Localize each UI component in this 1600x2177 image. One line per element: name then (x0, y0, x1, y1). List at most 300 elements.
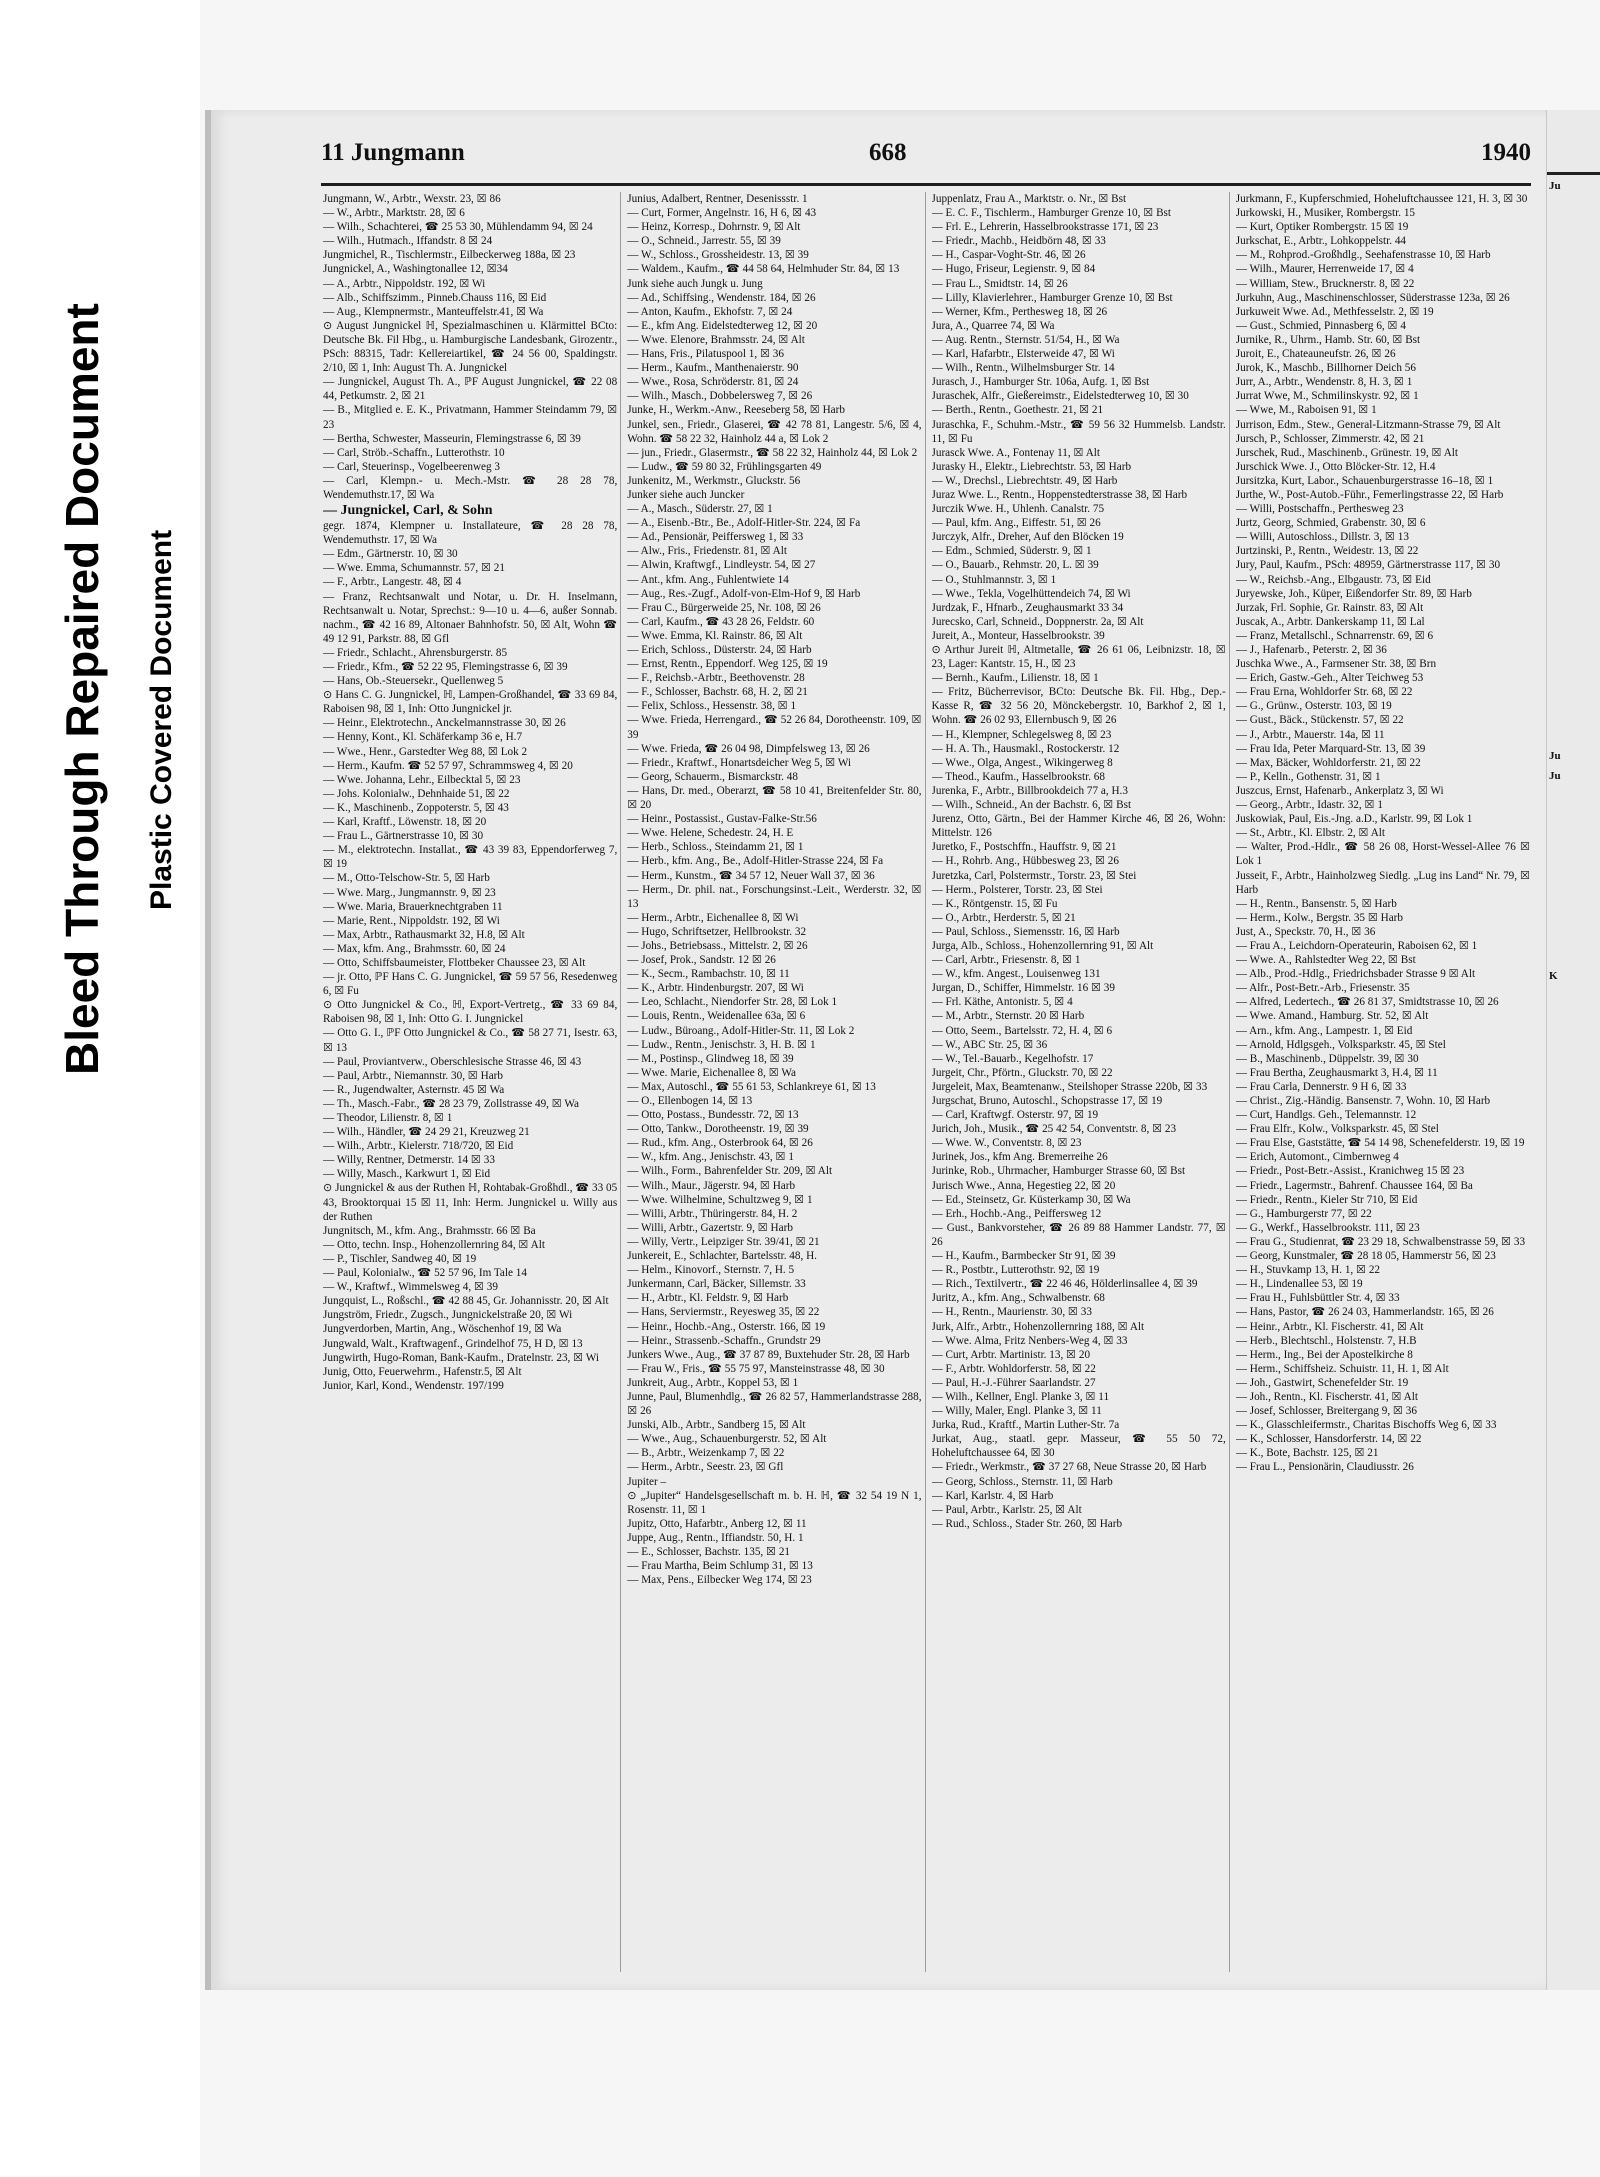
directory-entry: Juppe, Aug., Rentn., Iffiandstr. 50, H. 1 (627, 1531, 804, 1544)
directory-entry: — H., Kaufm., Barmbecker Str 91, ☒ 39 (931, 1250, 1116, 1263)
directory-entry: — H., Rentn., Bansenstr. 5, ☒ Harb (1235, 897, 1397, 910)
directory-entry: Jurk, Alfr., Arbtr., Hohenzollernring 188, ☒ Alt (931, 1320, 1145, 1333)
directory-entry: Jurgan, D., Schiffer, Himmelstr. 16 ☒ 39 (931, 982, 1115, 995)
directory-entry: — Joh., Gastwirt, Schenefelder Str. 19 (1235, 1376, 1409, 1389)
directory-entry: — Frl. Käthe, Antonistr. 5, ☒ 4 (931, 996, 1073, 1009)
bleed-through-label: Bleed Through Repaired Document (56, 303, 108, 1075)
next-page-edge (1546, 110, 1600, 1990)
directory-entry: — Gust., Schmied, Pinnasberg 6, ☒ 4 (1235, 319, 1406, 332)
directory-entry: — G., Hamburgerstr 77, ☒ 22 (1235, 1207, 1372, 1220)
directory-entry: — Heinr., Hochb.-Ang., Osterstr. 166, ☒ 19 (627, 1320, 826, 1333)
directory-entry: — A., Eisenb.-Btr., Be., Adolf-Hitler-Str. 224, ☒ Fa (627, 517, 861, 530)
directory-entry: — Georg, Schauerm., Bismarckstr. 48 (627, 770, 798, 783)
directory-entry: — Max, Bäcker, Wohldorferstr. 21, ☒ 22 (1235, 756, 1421, 769)
directory-entry: — Paul, Kolonialw., ☎ 52 57 96, Im Tale 14 (323, 1267, 527, 1280)
directory-entry: — Walter, Prod.-Hdlr., ☎ 58 26 08, Horst-Wessel-Allee 76 ☒ Lok 1 (1235, 841, 1530, 868)
directory-entry: Jurthe, W., Post-Autob.-Führ., Femerlingstrasse 22, ☒ Harb (1235, 488, 1504, 501)
directory-entry: Jurr, A., Arbtr., Wendenstr. 8, H. 3, ☒ 1 (1235, 376, 1413, 389)
directory-entry: — Curt, Former, Angelnstr. 16, H 6, ☒ 43 (627, 207, 817, 220)
directory-entry: — Louis, Rentn., Weidenallee 63a, ☒ 6 (627, 1010, 806, 1023)
directory-entry: — Friedr., Post-Betr.-Assist., Kranichweg 15 ☒ 23 (1235, 1165, 1465, 1178)
directory-entry: Jurkat, Aug., staatl. gepr. Masseur, ☎ 55 50 72, Hoheluftchaussee 64, ☒ 30 (931, 1433, 1226, 1460)
directory-entry: Junski, Alb., Arbtr., Sandberg 15, ☒ Alt (627, 1419, 806, 1432)
directory-entry: — Heinz, Korresp., Dohrnstr. 9, ☒ Alt (627, 221, 801, 234)
directory-entry: Junkel, sen., Friedr., Glaserei, ☎ 42 78 81, Langestr. 5/6, ☒ 4, Wohn. ☎ 58 22 32, Hainholz 44 a, ☒ Lok 2 (627, 418, 922, 445)
directory-entry: — Frau Erna, Wohldorfer Str. 68, ☒ 22 (1235, 686, 1413, 699)
directory-entry: — J., Hafenarb., Peterstr. 2, ☒ 36 (1235, 644, 1387, 656)
directory-entry: — Heinr., Arbtr., Kl. Fischerstr. 41, ☒ Alt (1235, 1320, 1424, 1333)
directory-entry: — Karl, Karlstr. 4, ☒ Harb (931, 1489, 1054, 1502)
directory-entry: — H. A. Th., Hausmakl., Rostockerstr. 12 (931, 742, 1120, 755)
directory-entry: Junk siehe auch Jungk u. Jung (627, 277, 763, 290)
directory-entry: — Aug., Klempnermstr., Manteuffelstr.41, ☒ Wa (323, 305, 544, 318)
directory-entry: Jurinek, Jos., kfm Ang. Bremerreihe 26 (931, 1151, 1108, 1164)
directory-entry: — Wilh., Form., Bahrenfelder Str. 209, ☒ Alt (627, 1165, 833, 1178)
directory-entry: — F., Arbtr., Langestr. 48, ☒ 4 (323, 576, 462, 589)
directory-entry: Jurok, K., Maschb., Billhorner Deich 56 (1235, 362, 1416, 375)
directory-entry: — Karl, Hafarbtr., Elsterweide 47, ☒ Wi (931, 348, 1115, 361)
directory-entry: — Wwe. Elenore, Brahmsstr. 24, ☒ Alt (627, 333, 805, 346)
directory-entry: — Rud., Schloss., Stader Str. 260, ☒ Harb (931, 1517, 1123, 1530)
directory-entry: — Wilh., Rentn., Wilhelmsburger Str. 14 (931, 362, 1115, 375)
directory-entry: — Ad., Pensionär, Peiffersweg 1, ☒ 33 (627, 531, 804, 544)
directory-entry: Junke, H., Werkm.-Anw., Reeseberg 58, ☒ Harb (627, 404, 845, 417)
directory-entry: — Gust., Bäck., Stückenstr. 57, ☒ 22 (1235, 714, 1404, 727)
directory-entry: — Wwe. W., Conventstr. 8, ☒ 23 (931, 1137, 1082, 1150)
directory-entry: Jurka, Rud., Kraftf., Martin Luther-Str. 7a (931, 1419, 1120, 1432)
directory-entry: — Friedr., Kfm., ☎ 52 22 95, Flemingstrasse 6, ☒ 39 (323, 661, 568, 673)
directory-entry: — O., Ellenbogen 14, ☒ 13 (627, 1095, 753, 1107)
directory-entry: — W., kfm. Angest., Louisenweg 131 (931, 968, 1101, 981)
directory-entry: — M., elektrotechn. Installat., ☎ 43 39 83, Eppendorferweg 7, ☒ 19 (323, 844, 618, 871)
directory-entry: — Herm., Arbtr., Seestr. 23, ☒ Gfl (627, 1461, 784, 1474)
directory-entry: — Friedr., Schlacht., Ahrensburgerstr. 85 (323, 646, 508, 659)
directory-entry: — Paul, H.-J.-Führer Saarlandstr. 27 (931, 1376, 1096, 1389)
directory-entry: — Willy, Vertr., Leipziger Str. 39/41, ☒ 21 (627, 1235, 820, 1248)
directory-entry: Jungwald, Walt., Kraftwagenf., Grindelhof 75, H D, ☒ 13 (323, 1337, 583, 1350)
directory-entry: Jurkowski, H., Musiker, Rombergstr. 15 (1235, 207, 1416, 220)
directory-entry: — K., Schlosser, Hansdorferstr. 14, ☒ 22 (1235, 1433, 1422, 1446)
directory-entry: — Herm., Kunstm., ☎ 34 57 12, Neuer Wall 37, ☒ 36 (627, 869, 875, 882)
directory-entry: — Otto, Postass., Bundesstr. 72, ☒ 13 (627, 1109, 799, 1122)
directory-entry: — Willy, Masch., Karkwurt 1, ☒ Eid (323, 1168, 491, 1181)
directory-entry: gegr. 1874, Klempner u. Installateure, ☎ 28 28 78, Wendemuthstr. 17, ☒ Wa (323, 520, 618, 547)
directory-entry: — M., Rohprod.-Großhdlg., Seehafenstrasse 10, ☒ Harb (1235, 249, 1491, 262)
directory-entry: Jungverdorben, Martin, Ang., Wöschenhof 19, ☒ Wa (323, 1323, 562, 1336)
directory-entry: — Herm., Ing., Bei der Apostelkirche 8 (1235, 1348, 1413, 1361)
directory-entry: Jurasky H., Elektr., Liebrechtstr. 53, ☒ Harb (931, 460, 1132, 473)
directory-entry: — Rich., Textilvertr., ☎ 22 46 46, Hölderlinsallee 4, ☒ 39 (931, 1278, 1198, 1291)
directory-entry: Jupiter – (627, 1475, 667, 1488)
directory-entry: — H., Stuvkamp 13, H. 1, ☒ 22 (1235, 1264, 1381, 1277)
directory-entry: — Franz, Rechtsanwalt und Notar, u. Dr. H. Inselmann, Rechtsanwalt u. Notar, Sprechst.: 9—10 u. 4—6, außer Sonnab. nachm., ☎ 42 16 89, Altonaer Bahnhofstr. 50, ☒ Alt, Wohn ☎ 49 12 91, Parkstr. 88, ☒ Gfl (323, 590, 618, 645)
directory-entry: Juroit, E., Chateauneufstr. 26, ☒ 26 (1235, 348, 1396, 361)
next-page-rule (1547, 172, 1600, 175)
directory-entry: — Aug. Rentn., Sternstr. 51/54, H., ☒ Wa (931, 333, 1120, 346)
directory-entry: Just, A., Speckstr. 70, H., ☒ 36 (1235, 925, 1376, 938)
directory-entry: — Jungnickel, August Th. A., ℙF August Jungnickel, ☎ 22 08 44, Petkumstr. 2, ☒ 21 (323, 376, 618, 403)
directory-entry: — Josef, Schlosser, Breitergang 9, ☒ 36 (1235, 1405, 1417, 1418)
directory-entry: Jurenz, Otto, Gärtn., Bei der Hammer Kirche 46, ☒ 26, Wohn: Mittelstr. 126 (931, 813, 1226, 840)
year: 1940 (1481, 139, 1531, 166)
directory-entry: Juretko, F., Postschffn., Hauffstr. 9, ☒ 21 (931, 841, 1117, 854)
directory-entry: Jungström, Friedr., Zugsch., Jungnickelstraße 20, ☒ Wi (323, 1309, 573, 1322)
directory-entry: — Erich, Schloss., Düsterstr. 24, ☒ Harb (627, 644, 812, 656)
directory-entry: Jurkmann, F., Kupferschmied, Hoheluftchaussee 121, H. 3, ☒ 30 (1235, 193, 1528, 205)
directory-entry: — Bernh., Kaufm., Lilienstr. 18, ☒ 1 (931, 672, 1099, 685)
directory-entry: — Wilh., Schneid., An der Bachstr. 6, ☒ Bst (931, 799, 1132, 812)
directory-entry: — Wilh., Maurer, Herrenweide 17, ☒ 4 (1235, 263, 1414, 276)
directory-entry: — Wwe. Maria, Brauerknechtgraben 11 (323, 900, 503, 913)
directory-entry: Jurkschat, E., Arbtr., Lohkoppelstr. 44 (1235, 235, 1407, 248)
directory-entry: — Max, Arbtr., Rathausmarkt 32, H.8, ☒ Alt (323, 928, 525, 941)
directory-entry: — Hugo, Schriftsetzer, Hellbrookstr. 32 (627, 925, 807, 938)
directory-entry: — Frau L., Gärtnerstrasse 10, ☒ 30 (323, 830, 484, 843)
directory-entry: — Frau C., Bürgerweide 25, Nr. 108, ☒ 26 (627, 601, 821, 614)
directory-page (205, 110, 1546, 1990)
directory-entry: Jurkuhn, Aug., Maschinenschlosser, Süderstrasse 123a, ☒ 26 (1235, 291, 1510, 304)
directory-entry: — Ludw., ☎ 59 80 32, Frühlingsgarten 49 (627, 460, 822, 473)
directory-entry: — Hans, Dr. med., Oberarzt, ☎ 58 10 41, Breitenfelder Str. 80, ☒ 20 (627, 784, 922, 812)
directory-entry: — Hans, Ob.-Steuersekr., Quellenweg 5 (323, 675, 504, 688)
directory-entry: — jun., Friedr., Glasermstr., ☎ 58 22 32, Hainholz 44, ☒ Lok 2 (627, 446, 918, 459)
directory-entry: — Joh., Rentn., Kl. Fischerstr. 41, ☒ Alt (1235, 1390, 1418, 1403)
directory-entry: — Wwe., Rosa, Schröderstr. 81, ☒ 24 (627, 376, 799, 389)
directory-entry: — Erich, Automont., Cimbernweg 4 (1235, 1151, 1399, 1164)
directory-entry: — Fritz, Bücherrevisor, BCto: Deutsche Bk. Fil. Hbg., Dep.-Kasse R, ☎ 32 56 20, Mönckebergstr. 10, Barkhof 2, ☒ 1, Wohn. ☎ 26 02 93, Ellernbusch 9, ☒ 26 (931, 686, 1226, 727)
directory-entry: — E., kfm Ang. Eidelstedterweg 12, ☒ 20 (627, 319, 818, 332)
directory-entry: Jureit, A., Monteur, Hasselbrookstr. 39 (931, 629, 1105, 642)
directory-entry: — B., Arbtr., Weizenkamp 7, ☒ 22 (627, 1447, 785, 1460)
directory-entry: — Paul, kfm. Ang., Eiffestr. 51, ☒ 26 (931, 517, 1101, 530)
entry-columns (323, 192, 1533, 1972)
directory-entry: — Otto, Seem., Bartelsstr. 72, H. 4, ☒ 6 (931, 1024, 1113, 1037)
directory-entry: Jurgeit, Chr., Pförtn., Gluckstr. 70, ☒ 22 (931, 1066, 1113, 1079)
directory-entry: Juppenlatz, Frau A., Marktstr. o. Nr., ☒ Bst (931, 193, 1127, 205)
directory-entry: Jungquist, L., Roßschl., ☎ 42 88 45, Gr. Johannisstr. 20, ☒ Alt (323, 1295, 609, 1308)
directory-entry: — B., Maschinenb., Düppelstr. 39, ☒ 30 (1235, 1052, 1419, 1065)
directory-entry: — K., Arbtr. Hindenburgstr. 207, ☒ Wi (627, 982, 804, 995)
column-3 (932, 192, 1230, 1972)
directory-entry: — Paul, Proviantverw., Oberschlesische Strasse 46, ☒ 43 (323, 1055, 582, 1068)
directory-entry: — Herm., Dr. phil. nat., Forschungsinst.-Leit., Werderstr. 32, ☒ 13 (627, 883, 922, 910)
column-2 (627, 192, 925, 1972)
directory-entry: — Herm., Schiffsheiz. Schuistr. 11, H. 1, ☒ Alt (1235, 1362, 1449, 1375)
directory-entry: — W., ABC Str. 25, ☒ 36 (931, 1038, 1048, 1051)
directory-entry: — Max, kfm. Ang., Brahmsstr. 60, ☒ 24 (323, 942, 506, 955)
directory-entry: Junker siehe auch Juncker (627, 488, 745, 501)
directory-entry: Jursitzka, Kurt, Labor., Schauenburgerstrasse 16–18, ☒ 1 (1235, 474, 1494, 487)
directory-entry: — jr. Otto, ℙF Hans C. G. Jungnickel, ☎ 59 57 56, Resedenweg 6, ☒ Fu (323, 971, 618, 998)
directory-entry: Jurenka, F., Arbtr., Billbrookdeich 77 a, H.3 (931, 784, 1128, 797)
directory-entry: Junkermann, Carl, Bäcker, Sillemstr. 33 (627, 1278, 806, 1291)
directory-entry: Juritz, A., kfm. Ang., Schwalbenstr. 68 (931, 1292, 1105, 1305)
next-page-fragment: Ju (1549, 750, 1561, 762)
directory-entry: — Wwe. Marg., Jungmannstr. 9, ☒ 23 (323, 886, 496, 899)
directory-entry: — Friedr., Kraftwf., Honartsdeicher Weg 5, ☒ Wi (627, 756, 852, 769)
directory-entry: — O., Stuhlmannstr. 3, ☒ 1 (931, 573, 1057, 586)
directory-entry: — Wwe., Olga, Angest., Wikingerweg 8 (931, 756, 1113, 769)
directory-entry: Jurrat Wwe, M., Schmilinskystr. 92, ☒ 1 (1235, 390, 1419, 403)
directory-entry: — Alb., Prod.-Hdlg., Friedrichsbader Strasse 9 ☒ Alt (1235, 968, 1476, 981)
directory-entry: — Frau Else, Gaststätte, ☎ 54 14 98, Schenefelderstr. 19, ☒ 19 (1235, 1137, 1525, 1150)
directory-entry: — Jungnickel, Carl, & Sohn (323, 503, 493, 519)
directory-entry: — Wwe. Marie, Eichenallee 8, ☒ Wa (627, 1066, 796, 1079)
directory-entry: Jusseit, F., Arbtr., Hainholzweg Siedlg. „Lug ins Land“ Nr. 79, ☒ Harb (1235, 869, 1530, 896)
directory-entry: — Wwe. Emma, Schumannstr. 57, ☒ 21 (323, 562, 505, 575)
directory-entry: — Frau Ida, Peter Marquard-Str. 13, ☒ 39 (1235, 742, 1426, 755)
side-notes (0, 0, 200, 2177)
directory-entry: — E. C. F., Tischlerm., Hamburger Grenze 10, ☒ Bst (931, 207, 1171, 220)
directory-entry: — K., Glasschleifermstr., Charitas Bischoffs Weg 6, ☒ 33 (1235, 1419, 1497, 1432)
directory-entry: — R., Jugendwalter, Asternstr. 45 ☒ Wa (323, 1083, 505, 1096)
directory-entry: — Johs. Kolonialw., Dehnhaide 51, ☒ 22 (323, 787, 510, 800)
directory-entry: — Ant., kfm. Ang., Fuhlentwiete 14 (627, 573, 789, 586)
directory-entry: — W., Tel.-Bauarb., Kegelhofstr. 17 (931, 1052, 1094, 1065)
directory-entry: — Wwe., Henr., Garstedter Weg 88, ☒ Lok 2 (323, 745, 528, 758)
directory-entry: — Wilh., Händler, ☎ 24 29 21, Kreuzweg 21 (323, 1126, 530, 1139)
directory-entry: — M., Arbtr., Sternstr. 20 ☒ Harb (931, 1010, 1085, 1023)
directory-entry: Junkenitz, M., Werkmstr., Gluckstr. 56 (627, 474, 801, 487)
directory-entry: — Wwe., Aug., Schauenburgerstr. 52, ☒ Alt (627, 1433, 827, 1446)
directory-entry: — Wwe. Frieda, ☎ 26 04 98, Dimpfelsweg 13, ☒ 26 (627, 742, 870, 755)
directory-entry: — M., Postinsp., Glindweg 18, ☒ 39 (627, 1052, 794, 1065)
directory-entry: — G., Grünw., Osterstr. 103, ☒ 19 (1235, 700, 1392, 713)
directory-entry: — K., Secm., Rambachstr. 10, ☒ 11 (627, 968, 790, 981)
directory-entry: — Bertha, Schwester, Masseurin, Flemingstrasse 6, ☒ 39 (323, 432, 581, 445)
directory-entry: Juretzka, Carl, Polstermstr., Torstr. 23, ☒ Stei (931, 869, 1137, 882)
directory-entry: Jurschek, Rud., Maschinenb., Grünestr. 19, ☒ Alt (1235, 446, 1459, 459)
directory-entry: — Wilh., Hutmach., Iffandstr. 8 ☒ 24 (323, 235, 493, 248)
directory-entry: Juraz Wwe. L., Rentn., Hoppenstedterstrasse 38, ☒ Harb (931, 488, 1188, 501)
directory-entry: — K., Bote, Bachstr. 125, ☒ 21 (1235, 1447, 1379, 1460)
directory-entry: — Carl, Kraftwgf. Osterstr. 97, ☒ 19 (931, 1109, 1099, 1122)
directory-entry: Juskowiak, Paul, Eis.-Jng. a.D., Karlstr. 99, ☒ Lok 1 (1235, 813, 1473, 826)
directory-entry: Jurrison, Edm., Stew., General-Litzmann-Strasse 79, ☒ Alt (1235, 418, 1501, 431)
directory-entry: — Herm., Arbtr., Eichenallee 8, ☒ Wi (627, 911, 799, 924)
directory-entry: Jurgschat, Bruno, Autoschl., Schopstrasse 17, ☒ 19 (931, 1095, 1163, 1107)
directory-entry: — Alfred, Ledertech., ☎ 26 81 37, Smidtstrasse 10, ☒ 26 (1235, 996, 1499, 1009)
directory-entry: — Herm., Kolw., Bergstr. 35 ☒ Harb (1235, 911, 1404, 924)
directory-entry: Juraschka, F., Schuhm.-Mstr., ☎ 59 56 32 Hummelsb. Landstr. 11, ☒ Fu (931, 418, 1226, 445)
directory-entry: Jura, A., Quarree 74, ☒ Wa (931, 319, 1055, 332)
directory-entry: — Otto G. I., ℙF Otto Jungnickel & Co., ☎ 58 27 71, Isestr. 63, ☒ 13 (323, 1027, 618, 1054)
directory-entry: — Arnold, Hdlgsgeh., Volksparkstr. 45, ☒ Stel (1235, 1038, 1446, 1051)
directory-entry: Junkereit, E., Schlachter, Bartelsstr. 48, H. (627, 1250, 817, 1263)
directory-entry: — Alwin, Kraftwgf., Lindleystr. 54, ☒ 27 (627, 559, 816, 572)
directory-entry: — Ludw., Rentn., Jenischstr. 3, H. B. ☒ 1 (627, 1038, 816, 1051)
directory-entry: — W., Kraftwf., Wimmelsweg 4, ☒ 39 (323, 1281, 498, 1294)
directory-entry: Junkreit, Aug., Arbtr., Koppel 53, ☒ 1 (627, 1376, 799, 1389)
directory-entry: — Curt, Arbtr. Martinistr. 13, ☒ 20 (931, 1348, 1091, 1361)
directory-entry: — Henny, Kont., Kl. Schäferkamp 36 e, H.7 (323, 731, 523, 744)
directory-entry: — Wwe. Johanna, Lehr., Eilbecktal 5, ☒ 23 (323, 773, 521, 786)
directory-entry: Jungmichel, R., Tischlermstr., Eilbeckerweg 188a, ☒ 23 (323, 249, 576, 262)
directory-entry: — Aug., Res.-Zugf., Adolf-von-Elm-Hof 9, ☒ Harb (627, 587, 861, 600)
directory-entry: — Theodor, Lilienstr. 8, ☒ 1 (323, 1112, 453, 1124)
directory-entry: — Herb., Schloss., Steindamm 21, ☒ 1 (627, 841, 804, 854)
column-1 (323, 192, 621, 1972)
directory-entry: Juraschek, Alfr., Gießereimstr., Eidelstedterweg 10, ☒ 30 (931, 390, 1189, 403)
directory-entry: — Willi, Autoschloss., Dillstr. 3, ☒ 13 (1235, 531, 1409, 544)
directory-entry: — Gust., Bankvorsteher, ☎ 26 89 88 Hammer Landstr. 77, ☒ 26 (931, 1221, 1226, 1248)
directory-entry: — Felix, Schloss., Hessenstr. 38, ☒ 1 (627, 700, 797, 713)
directory-entry: — Wwe. Helene, Schedestr. 24, H. E (627, 827, 794, 840)
next-page-fragment: Ju (1549, 770, 1561, 782)
directory-entry: — Edm., Gärtnerstr. 10, ☒ 30 (323, 548, 458, 561)
directory-entry: — Anton, Kaufm., Ekhofstr. 7, ☒ 24 (627, 305, 793, 318)
directory-entry: Junig, Otto, Feuerwehrm., Hafenstr.5, ☒ Alt (323, 1365, 522, 1378)
directory-entry: Jungwirth, Hugo-Roman, Bank-Kaufm., Dratelnstr. 23, ☒ Wi (323, 1351, 599, 1364)
directory-entry: — St., Arbtr., Kl. Elbstr. 2, ☒ Alt (1235, 827, 1386, 840)
directory-entry: — Frau Martha, Beim Schlump 31, ☒ 13 (627, 1560, 813, 1573)
directory-entry: — Frau A., Leichdorn-Operateurin, Raboisen 62, ☒ 1 (1235, 939, 1478, 952)
directory-entry: — Ad., Schiffsing., Wendenstr. 184, ☒ 26 (627, 291, 816, 304)
directory-entry: — Paul, Arbtr., Niemannstr. 30, ☒ Harb (323, 1069, 503, 1082)
directory-entry: — Carl, Ströb.-Schaffn., Lutterothstr. 10 (323, 446, 505, 459)
page-number: 668 (869, 139, 907, 166)
directory-entry: — H., Rohrb. Ang., Hübbesweg 23, ☒ 26 (931, 855, 1119, 868)
directory-entry: — Willi, Arbtr., Thüringerstr. 84, H. 2 (627, 1207, 798, 1220)
directory-entry: — Curt, Handlgs. Geh., Telemannstr. 12 (1235, 1109, 1417, 1122)
directory-entry: — Waldem., Kaufm., ☎ 44 58 64, Helmhuder Str. 84, ☒ 13 (627, 263, 900, 276)
directory-entry: — Herb., kfm. Ang., Be., Adolf-Hitler-Strasse 224, ☒ Fa (627, 855, 884, 868)
directory-entry: — Wwe. Emma, Kl. Rainstr. 86, ☒ Alt (627, 629, 803, 642)
directory-entry: Jurga, Alb., Schloss., Hohenzollernring 91, ☒ Alt (931, 939, 1154, 952)
plastic-covered-label: Plastic Covered Document (145, 529, 178, 910)
directory-entry: — Alb., Schiffszimm., Pinneb.Chauss 116, ☒ Eid (323, 291, 547, 304)
directory-entry: — Karl, Kraftf., Löwenstr. 18, ☒ 20 (323, 816, 487, 829)
directory-entry: — Berth., Rentn., Goethestr. 21, ☒ 21 (931, 404, 1104, 417)
directory-entry: Junior, Karl, Kond., Wendenstr. 197/199 (323, 1379, 504, 1392)
directory-entry: — Otto, Schiffsbaumeister, Flottbeker Chaussee 23, ☒ Alt (323, 956, 586, 969)
directory-entry: — Willy, Maler, Engl. Planke 3, ☒ 11 (931, 1405, 1102, 1418)
directory-entry: — H., Caspar-Voght-Str. 46, ☒ 26 (931, 249, 1086, 262)
next-page-fragment: K (1549, 970, 1558, 982)
directory-entry: — Ernst, Rentn., Eppendorf. Weg 125, ☒ 19 (627, 658, 828, 671)
directory-entry: — Georg., Arbtr., Idastr. 32, ☒ 1 (1235, 799, 1383, 812)
directory-entry: — Alw., Fris., Friedenstr. 81, ☒ Alt (627, 545, 787, 558)
next-page-fragment: Ju (1549, 180, 1561, 192)
directory-entry: — Max, Pens., Eilbecker Weg 174, ☒ 23 (627, 1574, 812, 1587)
directory-entry: — K., Röntgenstr. 15, ☒ Fu (931, 897, 1058, 910)
directory-entry: — Frau G., Studienrat, ☎ 23 29 18, Schwalbenstrasse 59, ☒ 33 (1235, 1235, 1526, 1248)
directory-entry: — Leo, Schlacht., Niendorfer Str. 28, ☒ Lok 1 (627, 996, 838, 1009)
directory-entry: — H., Rentn., Maurienstr. 30, ☒ 33 (931, 1306, 1092, 1319)
directory-entry: — Herb., Blechtschl., Holstenstr. 7, H.B (1235, 1334, 1417, 1347)
directory-entry: Jungnickel, A., Washingtonallee 12, ☒34 (323, 263, 508, 276)
directory-entry: Jungnitsch, M., kfm. Ang., Brahmsstr. 66 ☒ Ba (323, 1224, 536, 1237)
column-4 (1236, 192, 1533, 1972)
directory-entry: Jurasck Wwe. A., Fontenay 11, ☒ Alt (931, 446, 1100, 459)
directory-entry: Jurisch Wwe., Anna, Hegestieg 22, ☒ 20 (931, 1179, 1116, 1192)
directory-entry: ⊙ Otto Jungnickel & Co., ℍ, Export-Vertretg., ☎ 33 69 84, Raboisen 98, ☒ 1, Inh: Otto G. I. Jungnickel (323, 999, 618, 1026)
directory-entry: — E., Schlosser, Bachstr. 135, ☒ 21 (627, 1546, 791, 1558)
directory-entry: — Rud., kfm. Ang., Osterbrook 64, ☒ 26 (627, 1137, 813, 1150)
directory-entry: — Lilly, Klavierlehrer., Hamburger Grenze 10, ☒ Bst (931, 291, 1173, 304)
directory-entry: Junne, Paul, Blumenhdlg., ☎ 26 82 57, Hammerlandstrasse 288, ☒ 26 (627, 1390, 922, 1418)
directory-entry: — Wwe. A., Rahlstedter Weg 22, ☒ Bst (1235, 954, 1416, 967)
directory-entry: ⊙ August Jungnickel ℍ, Spezialmaschinen u. Klärmittel BCto: Deutsche Bk. Fil Hbg., u. Hamburgische Landesbank, Girozentr., PSch: 88315, Tadr: Kellereiartikel, ☎ 24 56 00, Spaldingstr. 2/10, ☒ 1, Inh: August Th. A. Jungnickel (323, 319, 618, 375)
directory-entry: Jurasch, J., Hamburger Str. 106a, Aufg. 1, ☒ Bst (931, 376, 1150, 389)
directory-entry: — Wwe. Wilhelmine, Schultzweg 9, ☒ 1 (627, 1193, 813, 1206)
directory-entry: — Erich, Gastw.-Geh., Alter Teichweg 53 (1235, 672, 1424, 685)
directory-entry: — Arn., kfm. Ang., Lampestr. 1, ☒ Eid (1235, 1024, 1413, 1037)
directory-entry: — Carl, Steuerinsp., Vogelbeerenweg 3 (323, 460, 500, 473)
directory-entry: — Heinr., Postassist., Gustav-Falke-Str.56 (627, 813, 817, 826)
directory-entry: Jurzak, Frl. Sophie, Gr. Rainstr. 83, ☒ Alt (1235, 601, 1424, 614)
directory-entry: ⊙ Jungnickel & aus der Ruthen ℍ, Rohtabak-Großhdl., ☎ 33 05 43, Brooktorquai 15 ☒ 11, Inh: Herm. Jungnickel u. Willy aus der Ruthen (323, 1182, 618, 1223)
directory-entry: — W., kfm. Ang., Jenischstr. 43, ☒ 1 (627, 1151, 794, 1164)
directory-entry: — H., Klempner, Schlegelsweg 8, ☒ 23 (931, 728, 1112, 741)
directory-entry: — F., Reichsb.-Arbtr., Beethovenstr. 28 (627, 672, 805, 685)
directory-entry: — R., Postbtr., Lutterothstr. 92, ☒ 19 (931, 1264, 1100, 1277)
directory-entry: — G., Werkf., Hasselbrookstr. 111, ☒ 23 (1235, 1221, 1420, 1234)
directory-entry: — Helm., Kinovorf., Sternstr. 7, H. 5 (627, 1264, 795, 1277)
directory-entry: — Johs., Betriebsass., Mittelstr. 2, ☒ 26 (627, 939, 808, 952)
directory-entry: Jurczik Wwe. H., Uhlenh. Canalstr. 75 (931, 503, 1105, 516)
directory-entry: — W., Arbtr., Marktstr. 28, ☒ 6 (323, 207, 465, 220)
directory-entry: — A., Arbtr., Nippoldstr. 192, ☒ Wi (323, 277, 486, 290)
directory-entry: — Frau Bertha, Zeughausmarkt 3, H.4, ☒ 11 (1235, 1066, 1438, 1079)
directory-entry: Jupitz, Otto, Hafarbtr., Anberg 12, ☒ 11 (627, 1517, 807, 1530)
directory-entry: — M., Otto-Telschow-Str. 5, ☒ Harb (323, 872, 490, 885)
page-header (321, 135, 1531, 186)
directory-entry: — Hugo, Friseur, Legienstr. 9, ☒ 84 (931, 263, 1096, 276)
directory-entry: Juschka Wwe., A., Farmsener Str. 38, ☒ Brn (1235, 658, 1437, 671)
directory-entry: Jurkuweit Wwe. Ad., Methfesselstr. 2, ☒ 19 (1235, 305, 1434, 318)
directory-entry: Juscak, A., Arbtr. Dankerskamp 11, ☒ Lal (1235, 615, 1425, 628)
directory-entry: — F., Arbtr. Wohldorferstr. 58, ☒ 22 (931, 1362, 1096, 1375)
directory-entry: Jury, Paul, Kaufm., PSch: 48959, Gärtnerstrasse 117, ☒ 30 (1235, 559, 1501, 572)
directory-entry: — Franz, Metallschl., Schnarrenstr. 69, ☒ 6 (1235, 629, 1434, 642)
directory-entry: Jurtzinski, P., Rentn., Weidestr. 13, ☒ 22 (1235, 545, 1419, 558)
directory-entry: — Wwe., Tekla, Vogelhüttendeich 74, ☒ Wi (931, 587, 1131, 600)
directory-entry: — Herm., Kaufm., Manthenaierstr. 90 (627, 362, 799, 375)
directory-entry: Jurecsko, Carl, Schneid., Doppnerstr. 2a, ☒ Alt (931, 615, 1144, 628)
directory-entry: — Otto, Tankw., Dorotheenstr. 19, ☒ 39 (627, 1123, 809, 1136)
directory-entry: — William, Stew., Brucknerstr. 8, ☒ 22 (1235, 277, 1415, 290)
directory-entry: — Christ., Zig.-Händig. Bansenstr. 7, Wohn. 10, ☒ Harb (1235, 1095, 1491, 1107)
directory-entry: — Wilh., Arbtr., Kielerstr. 718/720, ☒ Eid (323, 1140, 514, 1153)
directory-entry: Jurschick Wwe. J., Otto Blöcker-Str. 12, H.4 (1235, 460, 1436, 473)
directory-entry: — Wilh., Kellner, Engl. Planke 3, ☒ 11 (931, 1390, 1110, 1403)
directory-entry: — Wilh., Schachterei, ☎ 25 53 30, Mühlendamm 94, ☒ 24 (323, 221, 593, 234)
directory-entry: — Frau Elfr., Kolw., Volksparkstr. 45, ☒ Stel (1235, 1123, 1439, 1136)
directory-entry: — Friedr., Lagermstr., Bahrenf. Chaussee 164, ☒ Ba (1235, 1179, 1473, 1192)
directory-entry: — B., Mitglied e. E. K., Privatmann, Hammer Steindamm 79, ☒ 23 (323, 404, 618, 431)
directory-entry: — Hans, Serviermstr., Reyesweg 35, ☒ 22 (627, 1306, 820, 1319)
directory-entry: — Georg, Schloss., Sternstr. 11, ☒ Harb (931, 1475, 1113, 1488)
directory-entry: — Josef, Prok., Sandstr. 12 ☒ 26 (627, 954, 776, 967)
directory-entry: Jurczyk, Alfr., Dreher, Auf den Blöcken 19 (931, 531, 1124, 544)
directory-entry: Juszcus, Ernst, Hafenarb., Ankerplatz 3, ☒ Wi (1235, 784, 1444, 797)
directory-entry: — F., Schlosser, Bachstr. 68, H. 2, ☒ 21 (627, 686, 808, 699)
directory-entry: — Wilh., Masch., Dobbelersweg 7, ☒ 26 (627, 390, 813, 403)
directory-entry: — Erh., Hochb.-Ang., Peiffersweg 12 (931, 1207, 1102, 1220)
directory-entry: — Wwe. Alma, Fritz Nenbers-Weg 4, ☒ 33 (931, 1334, 1128, 1347)
directory-entry: — P., Kelln., Gothenstr. 31, ☒ 1 (1235, 770, 1381, 783)
directory-entry: — Werner, Kfm., Perthesweg 18, ☒ 26 (931, 305, 1108, 318)
directory-entry: — Friedr., Rentn., Kieler Str 710, ☒ Eid (1235, 1193, 1418, 1206)
directory-entry: Junkers Wwe., Aug., ☎ 37 87 89, Buxtehuder Str. 28, ☒ Harb (627, 1348, 910, 1361)
directory-entry: — Otto, techn. Insp., Hohenzollernring 84, ☒ Alt (323, 1238, 545, 1251)
directory-entry: Jurich, Joh., Musik., ☎ 25 42 54, Conventstr. 8, ☒ 23 (931, 1123, 1177, 1136)
directory-entry: — Wilh., Maur., Jägerstr. 94, ☒ Harb (627, 1179, 796, 1192)
directory-entry: — Hans, Pastor, ☎ 26 24 03, Hammerlandstr. 165, ☒ 26 (1235, 1306, 1494, 1319)
directory-entry: ⊙ Hans C. G. Jungnickel, ℍ, Lampen-Großhandel, ☎ 33 69 84, Raboisen 98, ☒ 1, Inh: Otto Jungnickel jr. (323, 689, 618, 716)
directory-entry: — Friedr., Werkmstr., ☎ 37 27 68, Neue Strasse 20, ☒ Harb (931, 1461, 1207, 1474)
